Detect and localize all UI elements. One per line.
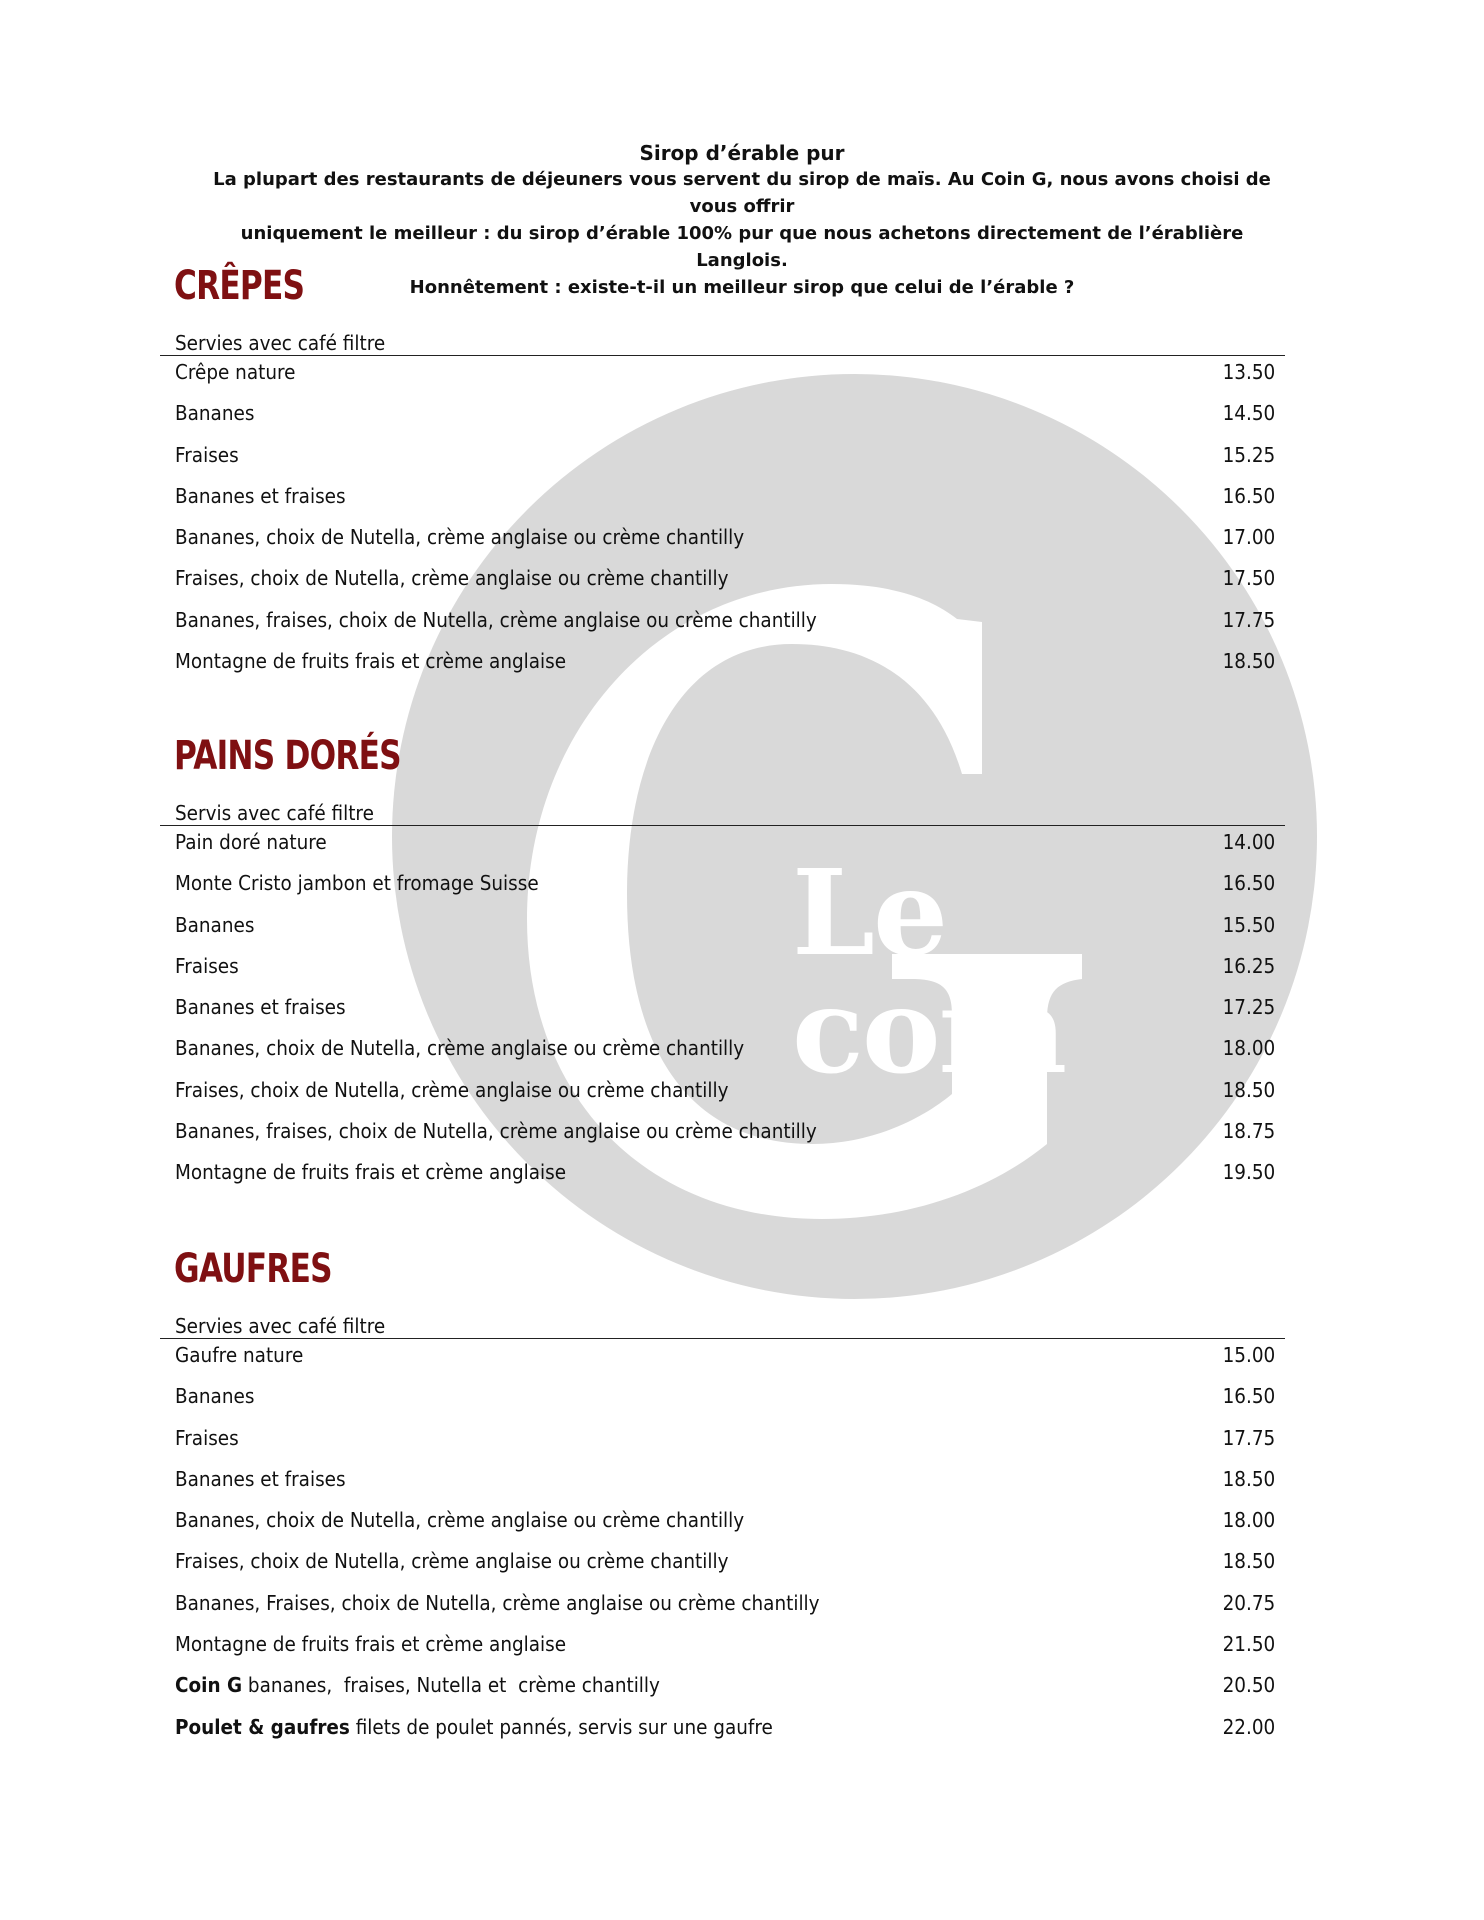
item-name [175,1077,728,1103]
menu-item [0,1159,1484,1200]
item-description: Gaufre nature [175,1343,304,1367]
item-description: Bananes [175,401,255,426]
item-description: Fraises [175,953,239,978]
item-name [175,524,744,550]
item-name [175,994,346,1020]
item-description: Bananes, choix de Nutella, crème anglaise ou crème chantilly [175,1508,745,1533]
item-price: 16.50 [1222,483,1275,508]
menu-list [0,829,1484,1201]
section-subtitle: Servis avec café filtre [175,801,374,825]
item-price: 16.25 [1222,953,1275,978]
section-divider [160,825,1285,826]
item-description: Fraises [175,442,239,467]
item-name [175,359,295,385]
item-price: 15.25 [1222,442,1275,467]
section-subtitle: Servies avec café filtre [175,1314,386,1338]
menu-item [0,1383,1484,1424]
item-price: 15.50 [1222,912,1275,937]
item-name [175,1159,566,1185]
menu-item [0,1672,1484,1713]
item-description: Fraises, choix de Nutella, crème anglaise ou crème chantilly [175,566,729,591]
item-description: Bananes, choix de Nutella, crème anglaise ou crème chantilly [175,1036,745,1061]
item-highlight: Poulet & gaufres [175,1714,350,1739]
item-price: 18.50 [1222,1549,1275,1574]
menu-item [0,1507,1484,1548]
watermark-text: Le coin [792,843,1066,1100]
item-name [175,607,817,633]
item-price: 21.50 [1222,1632,1275,1657]
item-price: 18.50 [1222,649,1275,674]
item-price: 14.50 [1222,401,1275,426]
item-price: 19.50 [1222,1160,1275,1185]
item-name [175,1035,744,1061]
item-name [175,829,327,855]
item-name [175,565,728,591]
section-subtitle: Servies avec café filtre [175,331,386,355]
section-divider [160,1338,1285,1339]
item-name [175,1383,254,1409]
item-description: Montagne de fruits frais et crème anglaise [175,1160,567,1185]
item-name [175,1466,346,1492]
item-description: Fraises, choix de Nutella, crème anglaise ou crème chantilly [175,1549,729,1574]
item-name [175,1714,773,1740]
item-name [175,648,566,674]
item-price: 13.50 [1222,360,1275,384]
menu-item [0,483,1484,524]
item-description: Montagne de fruits frais et crème anglaise [175,649,567,674]
item-name [175,1118,817,1144]
section-title: CRÊPES [174,263,305,309]
item-description: Fraises, choix de Nutella, crème anglaise ou crème chantilly [175,1077,729,1102]
item-name [175,442,239,468]
menu-item [0,953,1484,994]
menu-item [0,1077,1484,1118]
item-description: Fraises [175,1425,239,1450]
item-highlight: Coin G [175,1673,243,1698]
item-description: Bananes et fraises [175,1466,346,1491]
item-name [175,1631,566,1657]
item-price: 18.50 [1222,1077,1275,1102]
section-divider [160,355,1285,356]
item-name [175,1548,728,1574]
item-name [175,1672,660,1698]
item-price: 16.50 [1222,1384,1275,1409]
item-description: Bananes, choix de Nutella, crème anglaise ou crème chantilly [175,525,745,550]
menu-list [0,1342,1484,1755]
item-price: 17.00 [1222,525,1275,550]
item-description: bananes, fraises, Nutella et crème chantilly [242,1673,660,1698]
menu-item [0,1590,1484,1631]
item-name [175,1507,744,1533]
menu-item [0,1118,1484,1159]
menu-item [0,1035,1484,1076]
item-name [175,1342,303,1368]
item-description: Bananes, Fraises, choix de Nutella, crème anglaise ou crème chantilly [175,1590,820,1615]
menu-item [0,524,1484,565]
item-description: Bananes [175,912,255,937]
intro-line: Honnêtement : existe-t-il un meilleur sirop que celui de l’érable ? [409,277,1075,298]
item-description: Crêpe nature [175,360,296,384]
item-description: Bananes, fraises, choix de Nutella, crème anglaise ou crème chantilly [175,607,817,632]
item-name [175,870,539,896]
item-description: Bananes et fraises [175,995,346,1020]
item-price: 17.75 [1222,1425,1275,1450]
item-price: 17.50 [1222,566,1275,591]
item-price: 15.00 [1222,1343,1275,1367]
item-description: filets de poulet pannés, servis sur une gaufre [349,1714,773,1739]
item-price: 18.00 [1222,1036,1275,1061]
item-name [175,953,239,979]
menu-item [0,1548,1484,1589]
section-title: GAUFRES [174,1246,332,1292]
menu-list [0,359,1484,689]
menu-item [0,400,1484,441]
menu-item [0,1342,1484,1383]
item-name [175,1425,239,1451]
menu-item [0,442,1484,483]
item-price: 14.00 [1222,830,1275,854]
menu-item [0,994,1484,1035]
menu-item [0,1466,1484,1507]
item-price: 20.50 [1222,1673,1275,1698]
intro-title: Sirop d’érable pur [639,141,845,165]
item-price: 18.00 [1222,1508,1275,1533]
intro-line: uniquement le meilleur : du sirop d’érable 100% pur que nous achetons directement de l’érablière Langlois. [240,223,1244,271]
item-price: 18.50 [1222,1466,1275,1491]
item-description: Bananes et fraises [175,483,346,508]
item-description: Monte Cristo jambon et fromage Suisse [175,871,539,896]
menu-item [0,912,1484,953]
menu-item [0,1631,1484,1672]
menu-item [0,829,1484,870]
item-price: 20.75 [1222,1590,1275,1615]
intro-paragraph [192,166,1292,301]
item-price: 22.00 [1222,1714,1275,1739]
item-price: 17.25 [1222,995,1275,1020]
item-name [175,400,254,426]
menu-item [0,607,1484,648]
item-description: Bananes [175,1384,255,1409]
section-title: PAINS DORÉS [174,733,401,779]
menu-item [0,565,1484,606]
menu-item [0,1714,1484,1755]
item-name [175,1590,820,1616]
intro-line: La plupart des restaurants de déjeuners vous servent du sirop de maïs. Au Coin G, nous avons choisi de vous offrir [213,169,1271,217]
item-price: 18.75 [1222,1119,1275,1144]
item-name [175,483,346,509]
item-price: 17.75 [1222,607,1275,632]
item-description: Pain doré nature [175,830,327,854]
menu-item [0,870,1484,911]
menu-item [0,1425,1484,1466]
menu-item [0,359,1484,400]
menu-item [0,648,1484,689]
item-price: 16.50 [1222,871,1275,896]
item-name [175,912,254,938]
item-description: Montagne de fruits frais et crème anglaise [175,1632,567,1657]
item-description: Bananes, fraises, choix de Nutella, crème anglaise ou crème chantilly [175,1119,817,1144]
